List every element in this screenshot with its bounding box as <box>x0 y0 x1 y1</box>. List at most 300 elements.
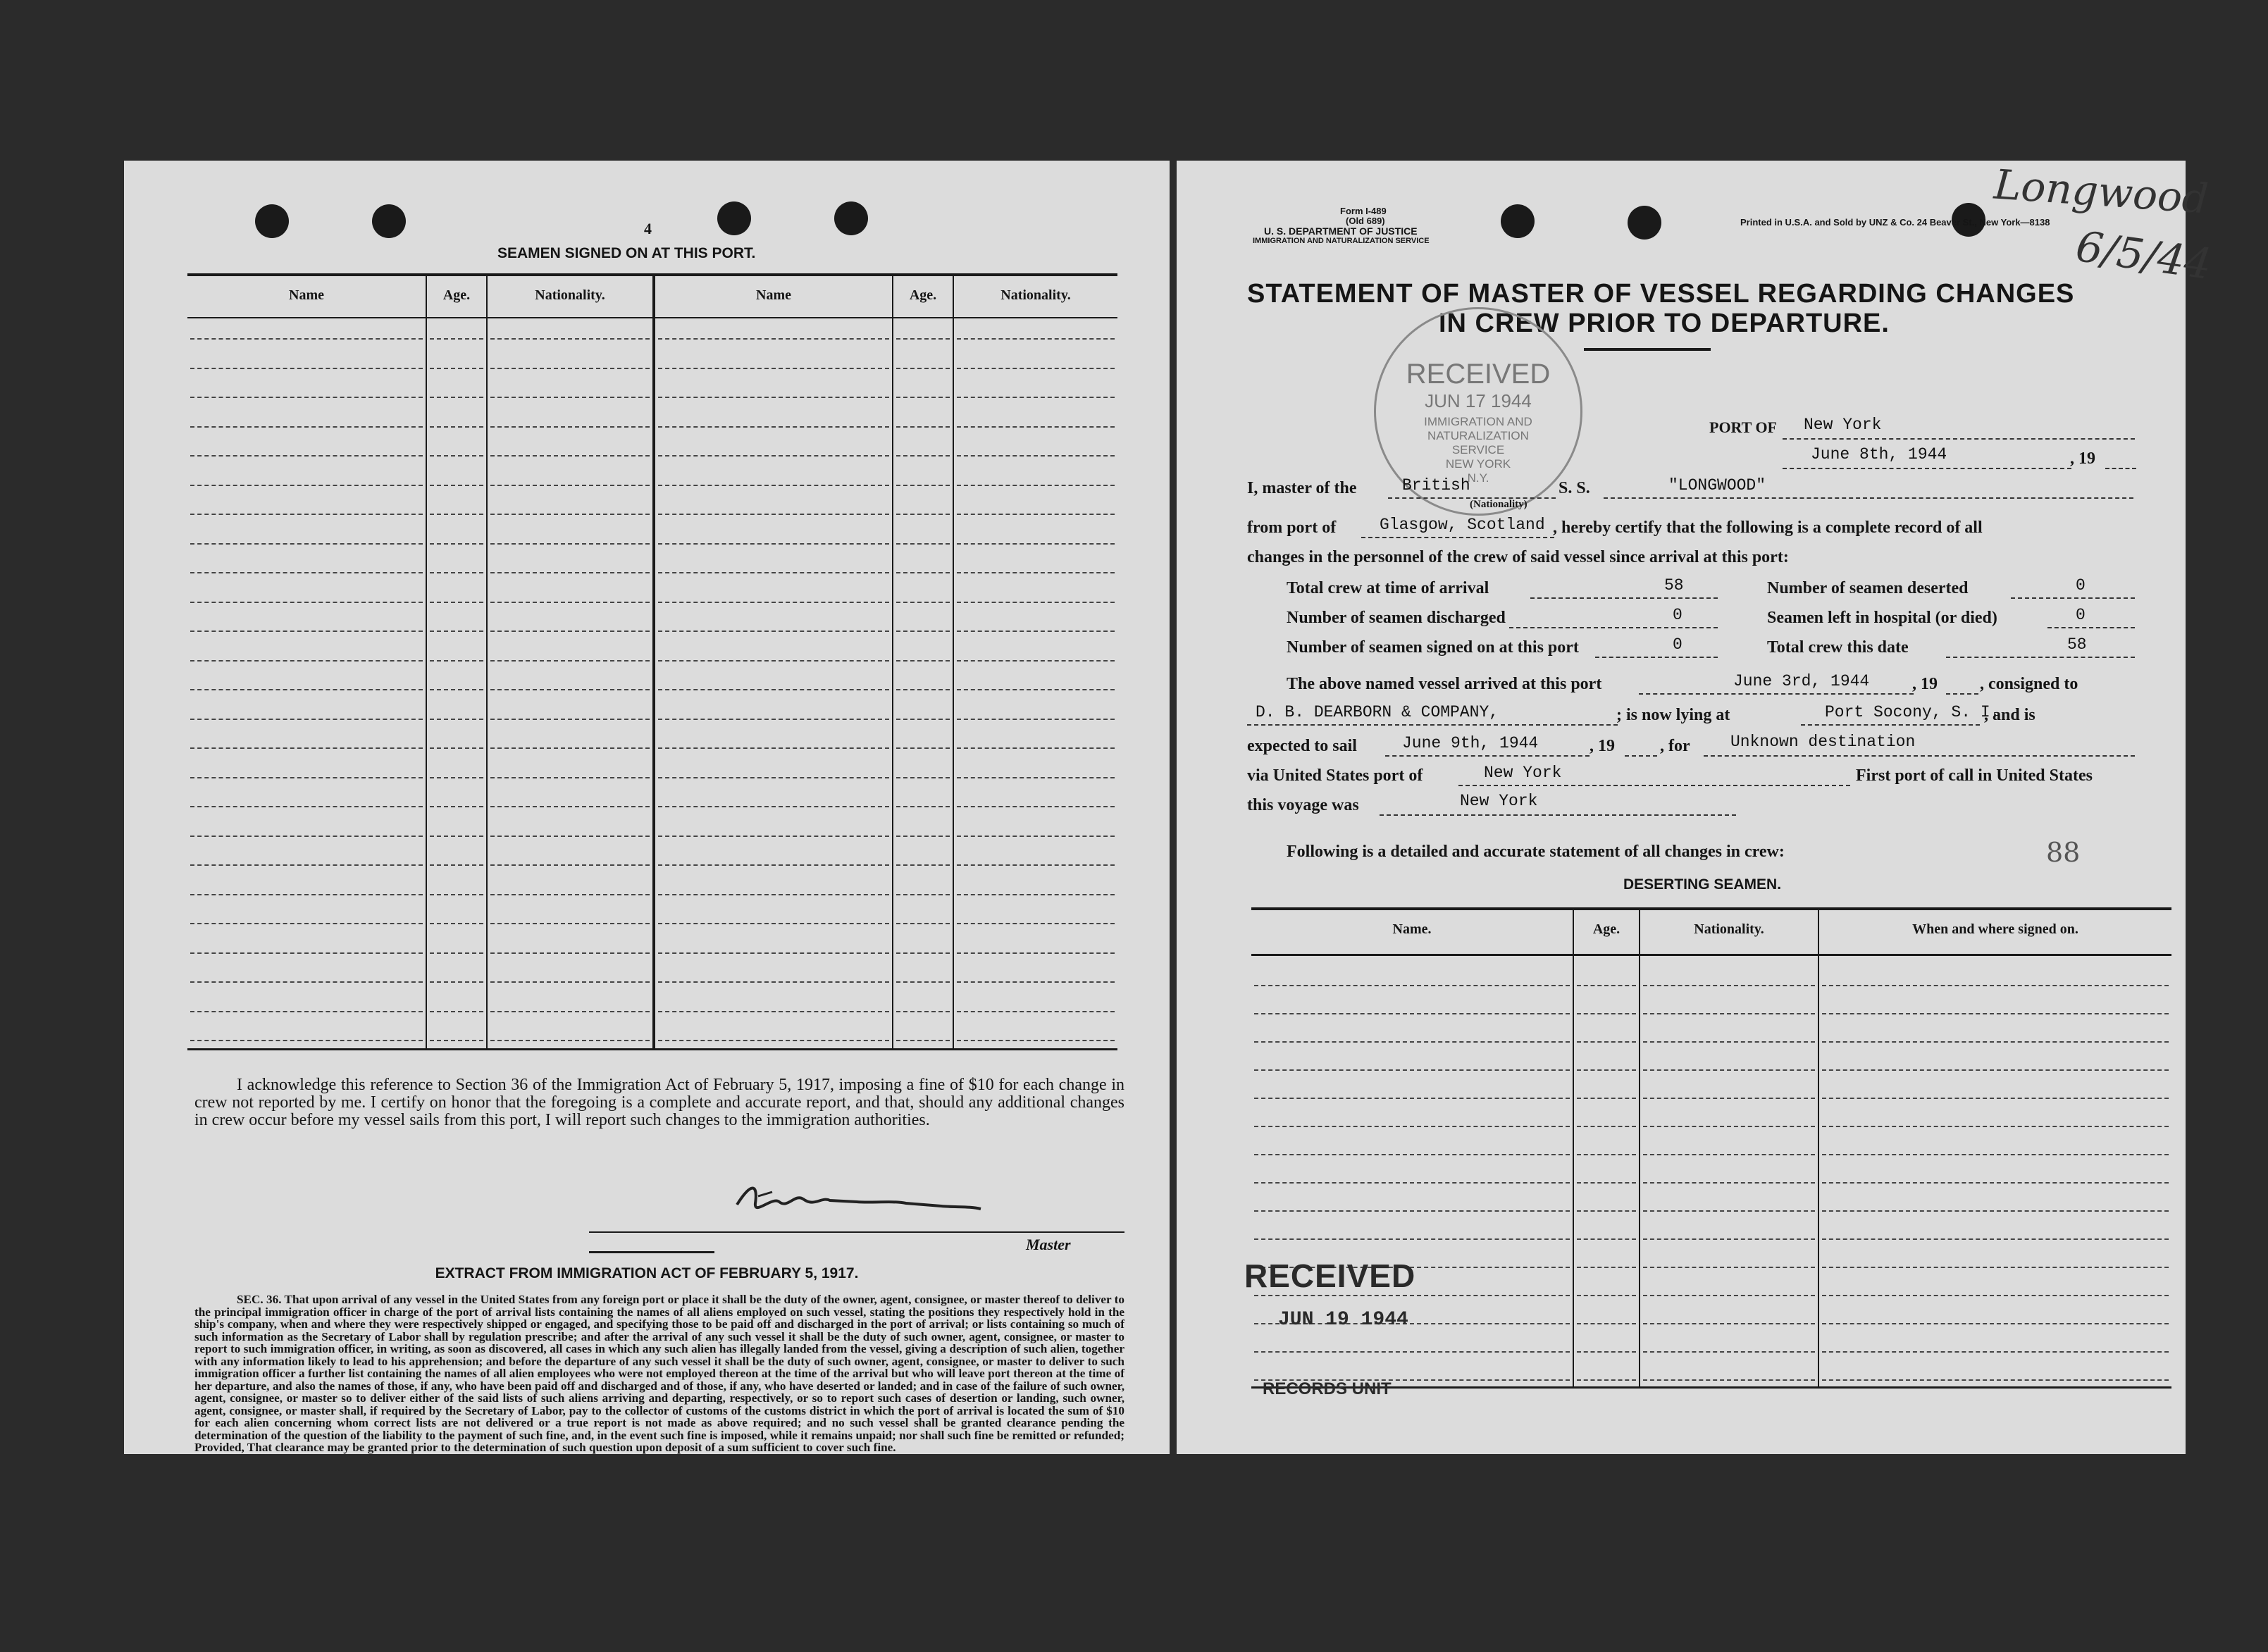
blank-ruling-line <box>1643 1013 1815 1014</box>
blank-ruling-line <box>190 894 423 895</box>
blank-ruling-line <box>490 923 650 924</box>
blank-ruling-line <box>957 689 1115 690</box>
blank-ruling-line <box>957 426 1115 428</box>
blank-ruling-line <box>490 747 650 749</box>
blank-ruling-line <box>1577 1295 1636 1296</box>
blank-ruling-line <box>190 368 423 369</box>
signed-on-label: Number of seamen signed on at this port <box>1287 638 1579 657</box>
blank-ruling-line <box>190 981 423 983</box>
extract-title: EXTRACT FROM IMMIGRATION ACT OF FEBRUARY 5, 1917. <box>435 1265 859 1281</box>
blank-ruling-line <box>1254 1210 1570 1212</box>
blank-ruling-line <box>1577 1013 1636 1014</box>
blank-ruling-line <box>957 514 1115 515</box>
blank-ruling-line <box>430 660 483 662</box>
blank-ruling-line <box>190 864 423 866</box>
blank-ruling-line <box>896 338 950 340</box>
blank-ruling-line <box>1822 985 2169 986</box>
blank-ruling-line <box>1822 1295 2169 1296</box>
blank-ruling-line <box>430 514 483 515</box>
deserted-label: Number of seamen deserted <box>1767 579 1969 597</box>
blank-ruling-line <box>1577 1041 1636 1043</box>
blank-ruling-line <box>658 485 889 486</box>
col-name-2: Name <box>756 287 791 303</box>
blank-ruling-line <box>1643 1238 1815 1240</box>
blank-ruling-line <box>658 777 889 778</box>
blank-ruling-line <box>190 397 423 398</box>
total-crew-arrival-label: Total crew at time of arrival <box>1287 579 1489 597</box>
blank-ruling-line <box>658 981 889 983</box>
consigned-to-label: , consigned to <box>1980 675 2078 693</box>
certify-text: , hereby certify that the following is a complete record of all <box>1553 518 1983 537</box>
blank-ruling-line <box>430 485 483 486</box>
blank-ruling-line <box>1254 1069 1570 1071</box>
col-nationality: Nationality. <box>1694 921 1764 937</box>
blank-ruling-line <box>1643 1379 1815 1381</box>
blank-ruling-line <box>190 747 423 749</box>
acknowledgement-text: I acknowledge this reference to Section 36 of the Immigration Act of February 5, 1917, imposing a fine of $10 for each change in crew not reported by me. I certify on honor that the foregoing is a complete and accurate report, and that, should any additional changes in crew occur before my vessel sails from this port, I will report such changes to the immigration authorities. <box>194 1076 1124 1129</box>
blank-ruling-line <box>1822 1069 2169 1071</box>
blank-ruling-line <box>1254 1126 1570 1127</box>
blank-ruling-line <box>1577 1069 1636 1071</box>
blank-ruling-line <box>490 631 650 632</box>
blank-ruling-line <box>957 631 1115 632</box>
port-of-value: New York <box>1804 416 1882 434</box>
port-of-label: PORT OF <box>1709 418 1777 436</box>
blank-ruling-line <box>658 631 889 632</box>
blank-ruling-line <box>190 952 423 954</box>
signature-line <box>589 1231 1124 1233</box>
blank-ruling-line <box>1643 1041 1815 1043</box>
from-port-value: Glasgow, Scotland <box>1380 516 1545 534</box>
punch-hole <box>255 204 289 238</box>
blank-ruling-line <box>190 836 423 837</box>
stamp-line: IMMIGRATION AND <box>1424 415 1532 428</box>
blank-ruling-line <box>658 397 889 398</box>
blank-ruling-line <box>490 689 650 690</box>
blank-ruling-line <box>430 689 483 690</box>
blank-ruling-line <box>1577 1238 1636 1240</box>
and-is-label: , and is <box>1984 706 2035 724</box>
blank-ruling-line <box>896 689 950 690</box>
blank-ruling-line <box>1822 1098 2169 1099</box>
date-value: June 8th, 1944 <box>1811 445 1947 464</box>
blank-ruling-line <box>1577 1267 1636 1268</box>
stamp-date: JUN 17 1944 <box>1425 390 1532 411</box>
voyage-label: this voyage was <box>1247 796 1359 814</box>
extract-text: SEC. 36. That upon arrival of any vessel in the United States from any foreign port or place it shall be the duty of the owner, agent, consignee, or master thereof to deliver to the principal immigration officer in charge of the port of arrival lists containing the names of all aliens employed on such vessel, stating the positions they respectively hold in the ship's company, when and where they were respectively shipped or engaged, and specifying those to be paid off and discharged in the port of arrival; or lists containing so much of such information as the Secretary of Labor shall by regulation prescribe; and after the arrival of any such vessel it shall be the duty of such owner, agent, consignee, or master to report to such immigration officer, in writing, as soon as discovered, all cases in which any such alien has illegally landed from the vessel, giving a description of such alien, together with any information likely to lead to his apprehension; and before the departure of any such vessel it shall be the duty of such owner, agent, consignee, or master to deliver to such immigration officer a further list containing the names of all alien employees who were not employed thereon at the time of the arrival but who will leave port thereon at the time of her departure, and also the names of those, if any, who have been paid off and discharged and of those, if any, who have deserted or landed; and in case of the failure of such owner, agent, consignee, or master so to deliver either of the said lists of such aliens arriving and departing, respectively, or so to report such cases of desertion or landing, such owner, agent, consignee, or master shall, if required by the Secretary of Labor, pay to the collector of customs of the customs district in which the port of arrival is located the sum of $10 for each alien concerning whom correct lists are not delivered or a true report is not made as above required; and no such vessel shall be granted clearance pending the determination of the question of the liability to the payment of such fine, and, in the event such fine is imposed, while it remains unpaid; nor shall such fine be remitted or refunded; Provided, That clearance may be granted prior to the determination of such question upon deposit of a sum sufficient to cover such fine. <box>194 1293 1124 1454</box>
blank-ruling-line <box>490 602 650 603</box>
blank-ruling-line <box>490 952 650 954</box>
blank-ruling-line <box>430 719 483 720</box>
right-page <box>1177 160 2215 1454</box>
punch-hole <box>1628 206 1661 240</box>
stamp-line: SERVICE <box>1451 443 1505 457</box>
blank-ruling-line <box>490 981 650 983</box>
blank-ruling-line <box>1822 1267 2169 1268</box>
blank-ruling-line <box>1254 1182 1570 1184</box>
blank-ruling-line <box>1254 1098 1570 1099</box>
arrived-year: , 19 <box>1912 675 1938 693</box>
blank-ruling-line <box>658 1040 889 1041</box>
blank-ruling-line <box>896 952 950 954</box>
blank-ruling-line <box>190 1040 423 1041</box>
blank-ruling-line <box>1822 1013 2169 1014</box>
blank-ruling-line <box>190 719 423 720</box>
blank-ruling-line <box>190 543 423 545</box>
blank-ruling-line <box>957 338 1115 340</box>
for-label: , for <box>1660 737 1690 755</box>
blank-ruling-line <box>896 836 950 837</box>
handwritten-vessel-name: Longwood <box>1992 160 2210 223</box>
table-title: SEAMEN SIGNED ON AT THIS PORT. <box>497 245 756 261</box>
via-value: New York <box>1484 764 1562 782</box>
blank-ruling-line <box>1643 1098 1815 1099</box>
blank-ruling-line <box>1822 1126 2169 1127</box>
col-nationality-2: Nationality. <box>1000 287 1071 303</box>
blank-ruling-line <box>896 455 950 457</box>
blank-ruling-line <box>1643 1267 1815 1268</box>
blank-ruling-line <box>490 455 650 457</box>
blank-ruling-line <box>658 602 889 603</box>
col-age-2: Age. <box>909 287 937 303</box>
form-old: (Old 689) <box>1346 216 1385 226</box>
date-suffix: , 19 <box>2070 449 2095 468</box>
blank-ruling-line <box>896 660 950 662</box>
blank-ruling-line <box>896 894 950 895</box>
blank-ruling-line <box>1822 1379 2169 1381</box>
ship-name: "LONGWOOD" <box>1668 476 1766 495</box>
blank-ruling-line <box>490 777 650 778</box>
blank-ruling-line <box>658 719 889 720</box>
blank-ruling-line <box>658 338 889 340</box>
col-name: Name <box>289 287 324 303</box>
blank-ruling-line <box>1643 1351 1815 1353</box>
col-age: Age. <box>1592 921 1621 937</box>
blank-ruling-line <box>1643 1295 1815 1296</box>
received-stamp-date: JUN 19 1944 <box>1278 1309 1408 1331</box>
hospital-value: 0 <box>2076 606 2086 624</box>
blank-ruling-line <box>430 338 483 340</box>
total-crew-date-label: Total crew this date <box>1767 638 1909 657</box>
blank-ruling-line <box>896 368 950 369</box>
blank-ruling-line <box>430 952 483 954</box>
department: U. S. DEPARTMENT OF JUSTICE <box>1264 225 1418 237</box>
blank-ruling-line <box>490 719 650 720</box>
blank-ruling-line <box>658 426 889 428</box>
blank-ruling-line <box>430 806 483 807</box>
blank-ruling-line <box>490 485 650 486</box>
blank-ruling-line <box>430 836 483 837</box>
blank-ruling-line <box>490 1040 650 1041</box>
blank-ruling-line <box>658 660 889 662</box>
blank-ruling-line <box>658 572 889 573</box>
divider <box>589 1251 714 1253</box>
blank-ruling-line <box>490 514 650 515</box>
punch-hole <box>372 204 406 238</box>
voyage-value: New York <box>1460 792 1538 810</box>
blank-ruling-line <box>896 777 950 778</box>
stamp-received: RECEIVED <box>1406 359 1551 390</box>
col-when-where: When and where signed on. <box>1912 921 2078 937</box>
blank-ruling-line <box>957 1040 1115 1041</box>
blank-ruling-line <box>430 894 483 895</box>
blank-ruling-line <box>658 923 889 924</box>
blank-ruling-line <box>190 1011 423 1012</box>
expected-label: expected to sail <box>1247 737 1357 755</box>
blank-ruling-line <box>896 1011 950 1012</box>
blank-ruling-line <box>658 368 889 369</box>
blank-ruling-line <box>490 864 650 866</box>
stamp-line: NATURALIZATION <box>1427 429 1529 442</box>
discharged-label: Number of seamen discharged <box>1287 609 1506 627</box>
blank-ruling-line <box>1254 1013 1570 1014</box>
blank-ruling-line <box>1577 1098 1636 1099</box>
blank-ruling-line <box>658 689 889 690</box>
blank-ruling-line <box>957 543 1115 545</box>
blank-ruling-line <box>1577 985 1636 986</box>
handwritten-date: 6/5/44 <box>2073 221 2215 290</box>
blank-ruling-line <box>896 514 950 515</box>
blank-ruling-line <box>658 747 889 749</box>
col-name: Name. <box>1392 921 1432 937</box>
blank-ruling-line <box>190 631 423 632</box>
blank-ruling-line <box>658 806 889 807</box>
arrived-value: June 3rd, 1944 <box>1733 672 1870 690</box>
blank-ruling-line <box>1577 1210 1636 1212</box>
ss-label: S. S. <box>1559 479 1590 497</box>
blank-ruling-line <box>190 426 423 428</box>
signed-on-value: 0 <box>1673 635 1683 654</box>
col-nationality: Nationality. <box>535 287 605 303</box>
blank-ruling-line <box>1254 1351 1570 1353</box>
blank-ruling-line <box>430 368 483 369</box>
arrived-label: The above named vessel arrived at this port <box>1287 675 1602 693</box>
blank-ruling-line <box>430 1040 483 1041</box>
expected-value: June 9th, 1944 <box>1402 734 1539 752</box>
changes-text: changes in the personnel of the crew of said vessel since arrival at this port: <box>1247 548 1789 566</box>
blank-ruling-line <box>957 602 1115 603</box>
via-label: via United States port of <box>1247 766 1423 785</box>
destination-value: Unknown destination <box>1730 733 1916 751</box>
blank-ruling-line <box>490 368 650 369</box>
blank-ruling-line <box>658 543 889 545</box>
blank-ruling-line <box>190 602 423 603</box>
blank-ruling-line <box>490 836 650 837</box>
blank-ruling-line <box>957 397 1115 398</box>
blank-ruling-line <box>957 572 1115 573</box>
blank-ruling-line <box>957 1011 1115 1012</box>
from-port-label: from port of <box>1247 518 1337 537</box>
blank-ruling-line <box>896 602 950 603</box>
blank-ruling-line <box>896 631 950 632</box>
blank-ruling-line <box>1643 1210 1815 1212</box>
blank-ruling-line <box>490 806 650 807</box>
master-of-label: I, master of the <box>1247 479 1357 497</box>
blank-ruling-line <box>1643 1069 1815 1071</box>
blank-ruling-line <box>190 485 423 486</box>
page-number: 4 <box>644 220 652 237</box>
blank-ruling-line <box>430 747 483 749</box>
master-label: Master <box>1026 1236 1071 1253</box>
blank-ruling-line <box>430 426 483 428</box>
blank-ruling-line <box>896 426 950 428</box>
blank-ruling-line <box>430 864 483 866</box>
blank-ruling-line <box>896 923 950 924</box>
title-underline <box>1584 348 1711 351</box>
blank-ruling-line <box>1254 1041 1570 1043</box>
blank-ruling-line <box>896 572 950 573</box>
blank-ruling-line <box>658 514 889 515</box>
blank-ruling-line <box>1577 1323 1636 1324</box>
blank-ruling-line <box>1822 1210 2169 1212</box>
blank-ruling-line <box>658 1011 889 1012</box>
lying-label: ; is now lying at <box>1616 706 1730 724</box>
punch-hole <box>1501 204 1535 238</box>
blank-ruling-line <box>896 543 950 545</box>
handwritten-number: 88 <box>2046 837 2081 868</box>
blank-ruling-line <box>430 455 483 457</box>
blank-ruling-line <box>1822 1351 2169 1353</box>
printer-note: Printed in U.S.A. and Sold by UNZ & Co. 24 Beaver St., New York—8138 <box>1740 217 2050 228</box>
blank-ruling-line <box>1643 1154 1815 1155</box>
title-line-1: STATEMENT OF MASTER OF VESSEL REGARDING CHANGES <box>1247 279 2075 309</box>
blank-ruling-line <box>658 836 889 837</box>
blank-ruling-line <box>658 894 889 895</box>
total-crew-date-value: 58 <box>2067 635 2087 654</box>
stamp-line: N.Y. <box>1467 471 1489 485</box>
blank-ruling-line <box>957 485 1115 486</box>
blank-ruling-line <box>896 397 950 398</box>
blank-ruling-line <box>430 981 483 983</box>
service: IMMIGRATION AND NATURALIZATION SERVICE <box>1253 237 1430 245</box>
master-signature <box>730 1175 984 1224</box>
blank-ruling-line <box>430 397 483 398</box>
following-text: Following is a detailed and accurate statement of all changes in crew: <box>1287 843 1785 861</box>
first-port-label: First port of call in United States <box>1856 766 2093 785</box>
blank-ruling-line <box>957 747 1115 749</box>
blank-ruling-line <box>1577 1379 1636 1381</box>
blank-ruling-line <box>190 777 423 778</box>
seamen-signed-on-table <box>187 273 1117 1048</box>
blank-ruling-line <box>490 572 650 573</box>
blank-ruling-line <box>1643 1126 1815 1127</box>
blank-ruling-line <box>1254 1238 1570 1240</box>
blank-ruling-line <box>1577 1182 1636 1184</box>
stamp-line: NEW YORK <box>1445 457 1511 471</box>
blank-ruling-line <box>490 338 650 340</box>
blank-ruling-line <box>1577 1154 1636 1155</box>
blank-ruling-line <box>1822 1182 2169 1184</box>
blank-ruling-line <box>430 777 483 778</box>
hospital-label: Seamen left in hospital (or died) <box>1767 609 1997 627</box>
blank-ruling-line <box>1822 1041 2169 1043</box>
blank-ruling-line <box>1254 985 1570 986</box>
consignee-value: D. B. DEARBORN & COMPANY, <box>1256 703 1499 721</box>
blank-ruling-line <box>957 455 1115 457</box>
nationality-caption: (Nationality) <box>1470 499 1528 510</box>
nationality-value: British <box>1402 476 1470 495</box>
blank-ruling-line <box>896 806 950 807</box>
blank-ruling-line <box>1254 1154 1570 1155</box>
blank-ruling-line <box>430 543 483 545</box>
blank-ruling-line <box>1577 1351 1636 1353</box>
blank-ruling-line <box>957 864 1115 866</box>
blank-ruling-line <box>957 894 1115 895</box>
lying-value: Port Socony, S. I. <box>1825 703 2000 721</box>
blank-ruling-line <box>190 455 423 457</box>
discharged-value: 0 <box>1673 606 1683 624</box>
blank-ruling-line <box>1254 1295 1570 1296</box>
deserting-title: DESERTING SEAMEN. <box>1623 876 1782 893</box>
total-crew-arrival-value: 58 <box>1664 576 1684 595</box>
blank-ruling-line <box>658 455 889 457</box>
blank-ruling-line <box>490 660 650 662</box>
blank-ruling-line <box>490 543 650 545</box>
blank-ruling-line <box>1822 1154 2169 1155</box>
form-number: Form I-489 <box>1340 206 1387 216</box>
blank-ruling-line <box>896 981 950 983</box>
blank-ruling-line <box>430 631 483 632</box>
col-age: Age. <box>442 287 471 303</box>
deserted-value: 0 <box>2076 576 2086 595</box>
blank-ruling-line <box>896 719 950 720</box>
blank-ruling-line <box>957 719 1115 720</box>
blank-ruling-line <box>490 397 650 398</box>
blank-ruling-line <box>190 338 423 340</box>
blank-ruling-line <box>430 1011 483 1012</box>
blank-ruling-line <box>190 689 423 690</box>
blank-ruling-line <box>957 368 1115 369</box>
blank-ruling-line <box>430 923 483 924</box>
blank-ruling-line <box>896 485 950 486</box>
blank-ruling-line <box>1643 1323 1815 1324</box>
blank-ruling-line <box>957 660 1115 662</box>
punch-hole <box>834 201 868 235</box>
blank-ruling-line <box>957 836 1115 837</box>
blank-ruling-line <box>957 981 1115 983</box>
blank-ruling-line <box>658 952 889 954</box>
blank-ruling-line <box>430 602 483 603</box>
blank-ruling-line <box>190 660 423 662</box>
blank-ruling-line <box>490 426 650 428</box>
punch-hole <box>717 201 751 235</box>
blank-ruling-line <box>957 777 1115 778</box>
blank-ruling-line <box>490 1011 650 1012</box>
blank-ruling-line <box>190 923 423 924</box>
received-stamp: RECEIVED <box>1244 1257 1416 1294</box>
blank-ruling-line <box>1822 1238 2169 1240</box>
blank-ruling-line <box>1643 1182 1815 1184</box>
blank-ruling-line <box>490 894 650 895</box>
blank-ruling-line <box>190 572 423 573</box>
blank-ruling-line <box>896 747 950 749</box>
blank-ruling-line <box>957 923 1115 924</box>
blank-ruling-line <box>430 572 483 573</box>
records-unit: RECORDS UNIT <box>1263 1379 1392 1398</box>
blank-ruling-line <box>658 864 889 866</box>
blank-ruling-line <box>1577 1126 1636 1127</box>
blank-ruling-line <box>1822 1323 2169 1324</box>
blank-ruling-line <box>896 1040 950 1041</box>
title-line-2: IN CREW PRIOR TO DEPARTURE. <box>1439 309 1890 338</box>
blank-ruling-line <box>957 952 1115 954</box>
left-page <box>124 161 1170 1454</box>
blank-ruling-line <box>190 806 423 807</box>
expected-year: , 19 <box>1590 737 1615 755</box>
blank-ruling-line <box>1643 985 1815 986</box>
blank-ruling-line <box>190 514 423 515</box>
blank-ruling-line <box>896 864 950 866</box>
